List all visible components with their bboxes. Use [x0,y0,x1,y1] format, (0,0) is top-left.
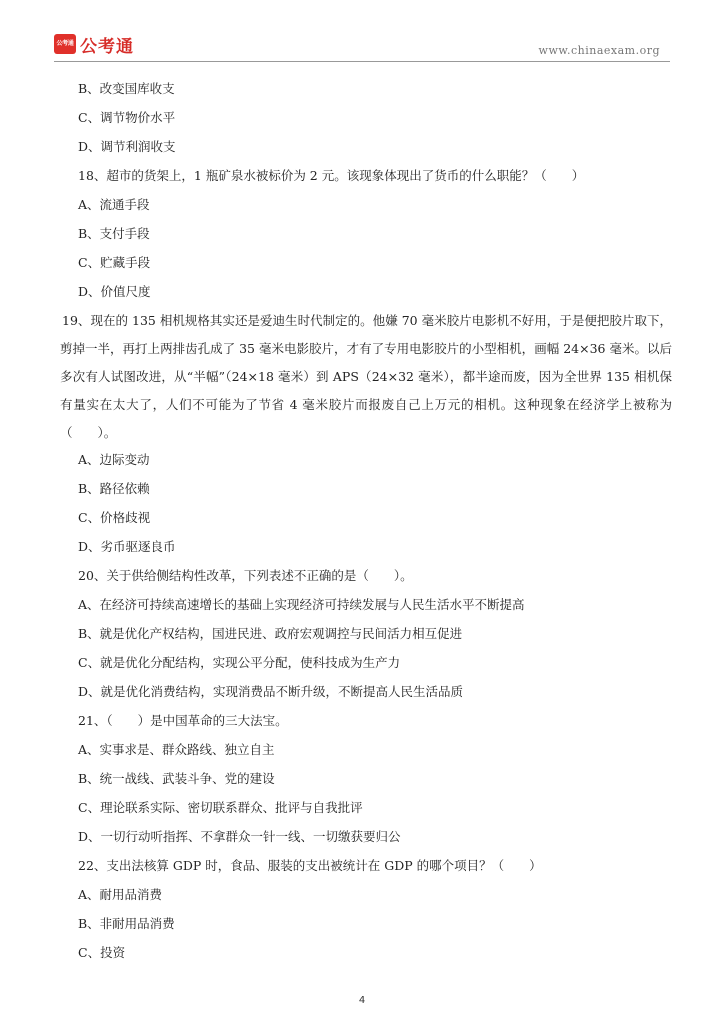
logo-text: 公考通 [80,36,134,57]
option-c-q19: C、价格歧视 [78,510,151,525]
question-19: 19、现在的 135 相机规格其实还是爱迪生时代制定的。他嫌 70 毫米胶片电影机不好用，于是便把胶片取下，剪掉一半，再打上两排齿孔成了 35 毫米电影胶片，才有了专用电影胶片的小型相机，画幅 24×36 毫米。以后多次有人试图改进，从“半幅”（24×18 毫米）到 APS（24×32 毫米），都半途而废，因为全世界 135 相机保有量实在太大了，人们不可能为了节省 4 毫米胶片而报废自己上万元的相机。这种现象在经济学上被称为（ ）。 [60,313,672,440]
option-c-q17: C、调节物价水平 [78,110,176,125]
option-d-q18: D、价值尺度 [78,284,151,299]
question-content [60,79,672,972]
option-a-q20: A、在经济可持续高速增长的基础上实现经济可持续发展与人民生活水平不断提高 [78,597,525,612]
question-22: 22、支出法核算 GDP 时，食品、服装的支出被统计在 GDP 的哪个项目？（ ） [78,858,542,873]
option-b-q20: B、就是优化产权结构，国进民进、政府宏观调控与民间活力相互促进 [78,626,463,641]
option-a-q19: A、边际变动 [78,452,150,467]
option-a-q21: A、实事求是、群众路线、独立自主 [78,742,275,757]
question-21: 21、（ ）是中国革命的三大法宝。 [78,713,288,728]
option-b-q19: B、路径依赖 [78,481,150,496]
option-a-q18: A、流通手段 [78,197,150,212]
option-d-q17: D、调节利润收支 [78,139,176,154]
option-c-q20: C、就是优化分配结构，实现公平分配，使科技成为生产力 [78,655,401,670]
site-url[interactable]: www.chinaexam.org [538,44,660,57]
option-b-q17: B、改变国库收支 [78,81,175,96]
option-d-q20: D、就是优化消费结构，实现消费品不断升级，不断提高人民生活品质 [78,684,464,699]
page-number: 4 [358,995,366,1006]
logo[interactable] [54,32,134,56]
option-c-q22: C、投资 [78,945,126,960]
option-d-q19: D、劣币驱逐良币 [78,539,176,554]
option-b-q21: B、统一战线、武装斗争、党的建设 [78,771,275,786]
option-d-q21: D、一切行动听指挥、不拿群众一针一线、一切缴获要归公 [78,829,401,844]
option-c-q21: C、理论联系实际、密切联系群众、批评与自我批评 [78,800,363,815]
header-divider [54,61,670,62]
question-18: 18、超市的货架上，1 瓶矿泉水被标价为 2 元。该现象体现出了货币的什么职能？（ ） [78,168,585,183]
option-b-q22: B、非耐用品消费 [78,916,175,931]
option-c-q18: C、贮藏手段 [78,255,151,270]
logo-badge-icon: 公考通 [54,34,76,54]
option-a-q22: A、耐用品消费 [78,887,163,902]
page-header [0,0,724,62]
question-20: 20、关于供给侧结构性改革，下列表述不正确的是（ ）。 [78,568,413,583]
option-b-q18: B、支付手段 [78,226,150,241]
